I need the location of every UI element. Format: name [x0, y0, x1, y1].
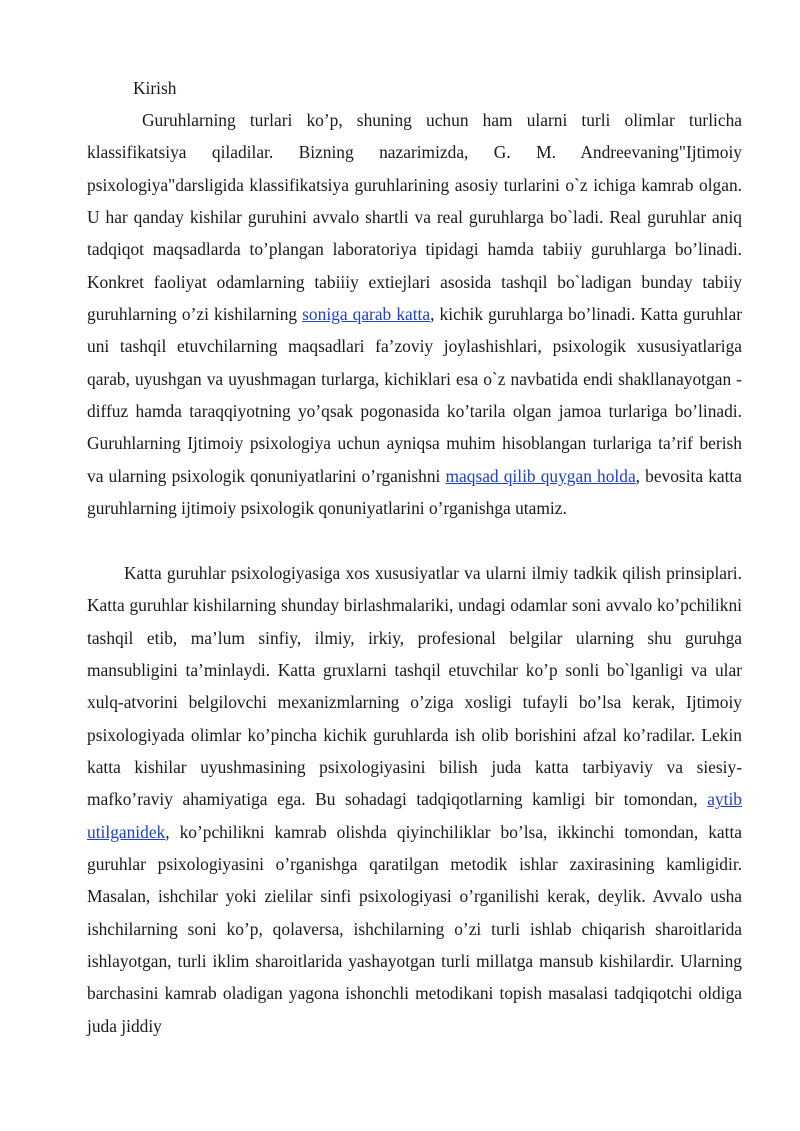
- paragraph-text: Guruhlarning turlari ko’p, shuning uchun ham ularni turli olimlar turlicha klassifikatsiya qiladilar. Bizning nazarimizda, G. M. Andreevaning"Ijtimoiy psixologiya"darsligida klassifikatsiya guruhlarining asosiy turlarini o`z ichiga kamrab olgan. U har qanday kishilar guruhini avvalo shartli va real guruhlarga bo`ladi. Real guruhlar aniq tadqiqot maqsadlarda to’plangan laboratoriya tipidagi hamda tabiiy guruhlarga bo’linadi. Konkret faoliyat odamlarning tabiiiy extiejlari asosida tashqil bo`ladigan bunday tabiiy guruhlarning o’zi kishilarning: [87, 110, 742, 325]
- paragraph-intro: [87, 104, 742, 524]
- hyperlink[interactable]: aytib utilganidek: [87, 789, 742, 842]
- paragraph-text: , kichik guruhlarga bo’linadi. Katta guruhlar uni tashqil etuvchilarning maqsadlari fa’zoviy joylashishlari, psixologik xususiyatlariga qarab, uyushgan va uyushmagan turlarga, kichiklari esa o`z navbatida endi shakllanayotgan - diffuz hamda taraqqiyotning yo’qsak pogonasida ko’tarila olgan jamoa turlariga bo’linadi. Guruhlarning Ijtimoiy psixologiya uchun ayniqsa muhim hisoblangan turlariga ta’rif berish va ularning psixologik qonuniyatlarini o’rganishni: [87, 304, 743, 486]
- paragraph-large-groups: [87, 557, 742, 1042]
- hyperlink[interactable]: soniga qarab katta: [302, 304, 431, 325]
- paragraph-text: , ko’pchilikni kamrab olishda qiyinchiliklar bo’lsa, ikkinchi tomondan, katta guruhlar psixologiyasini o’rganishga qaratilgan metodik ishlar zaxirasining kamligidir. Masalan, ishchilar yoki zielilar sinfi psixologiyasi o’rganilishi kerak, deylik. Avvalo usha ishchilarning soni ko’p, qolaversa, ishchilarning o’zi turli ishlab chiqarish sharoitlarida ishlayotgan, turli iklim sharoitlarida yashayotgan turli millatga mansub kishilardir. Ularning barchasini kamrab oladigan yagona ishonchli metodikani topish masalasi tadqiqotchi oldiga juda jiddiy: [87, 821, 742, 1036]
- hyperlink[interactable]: maqsad qilib quygan holda: [445, 465, 636, 486]
- section-heading: Kirish: [133, 78, 177, 98]
- paragraph-text: Katta guruhlar psixologiyasiga xos xususiyatlar va ularni ilmiy tadkik qilish prinsiplari. Katta guruhlar kishilarning shunday birlashmalariki, undagi odamlar soni avvalo ko’pchilikni tashqil etib, ma’lum sinfiy, ilmiy, irkiy, profesional belgilar ularning shu guruhga mansubligini ta’minlaydi. Katta gruxlarni tashqil etuvchilar ko’p sonli bo`lganligi va ular xulq-atvorini belgilovchi mexanizmlarning o’ziga xosligi tufayli bo’lsa kerak, Ijtimoiy psixologiyada olimlar ko’pincha kichik guruhlarda ish olib borishini afzal ko’radilar. Lekin katta kishilar uyushmasining psixologiyasini bilish juda katta tarbiyaviy va siesiy-mafko’raviy ahamiyatiga ega. Bu sohadagi tadqiqotlarning kamligi bir tomondan,: [87, 563, 742, 810]
- paragraph-text: , bevosita katta guruhlarning ijtimoiy psixologik qonuniyatlarini o’rganishga utamiz.: [87, 465, 742, 519]
